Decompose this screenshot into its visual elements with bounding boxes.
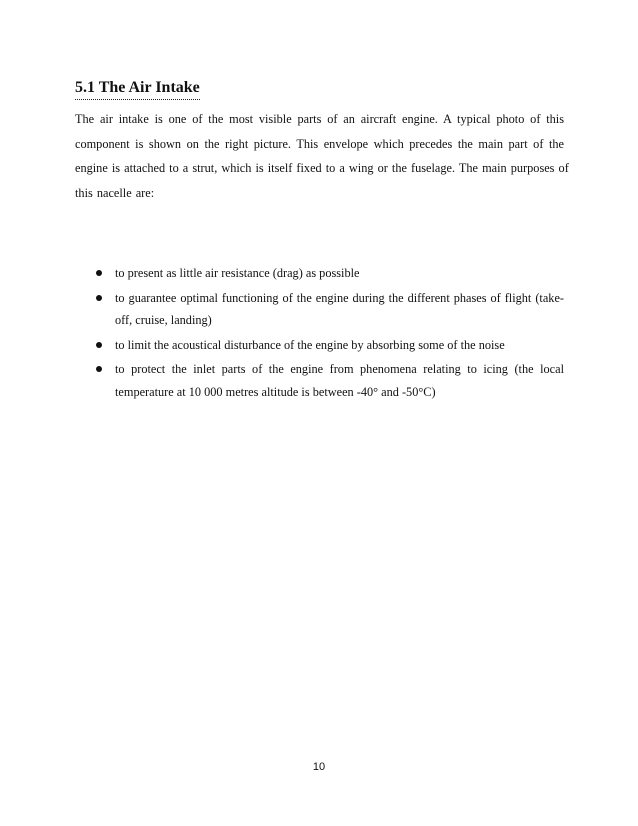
bullet-icon [96, 295, 102, 301]
list-item-line: to limit the acoustical disturbance of the engine by absorbing some of the noise [115, 337, 505, 352]
list-item-text [115, 287, 564, 332]
intro-paragraph [75, 107, 569, 205]
paragraph-line: engine is attached to a strut, which is itself fixed to a wing or the fuselage. The main purposes of [75, 161, 569, 175]
paragraph-line: The air intake is one of the most visible parts of an aircraft engine. A typical photo of this [75, 112, 564, 126]
list-item-line: to protect the inlet parts of the engine from phenomena relating to icing (the local [115, 362, 564, 376]
page-number: 10 [312, 761, 326, 773]
list-item-text [115, 358, 564, 403]
list-item-line: off, cruise, landing) [115, 313, 212, 327]
purposes-list [75, 262, 564, 403]
list-item [75, 262, 564, 285]
bullet-icon [96, 342, 102, 348]
list-item [75, 358, 564, 403]
list-item-line: temperature at 10 000 metres altitude is between -40° and -50°C) [115, 384, 436, 399]
list-item-line: to present as little air resistance (drag) as possible [115, 266, 360, 280]
list-item [75, 334, 564, 357]
paragraph-line: this nacelle are: [75, 185, 155, 200]
paragraph-line: component is shown on the right picture. This envelope which precedes the main part of the [75, 136, 564, 151]
bullet-icon [96, 270, 102, 276]
list-item [75, 287, 564, 332]
list-item-text [115, 262, 564, 285]
list-item-text [115, 334, 564, 357]
bullet-icon [96, 366, 102, 372]
section-heading: 5.1 The Air Intake [75, 78, 200, 100]
list-item-line: to guarantee optimal functioning of the engine during the different phases of flight (take- [115, 290, 564, 305]
